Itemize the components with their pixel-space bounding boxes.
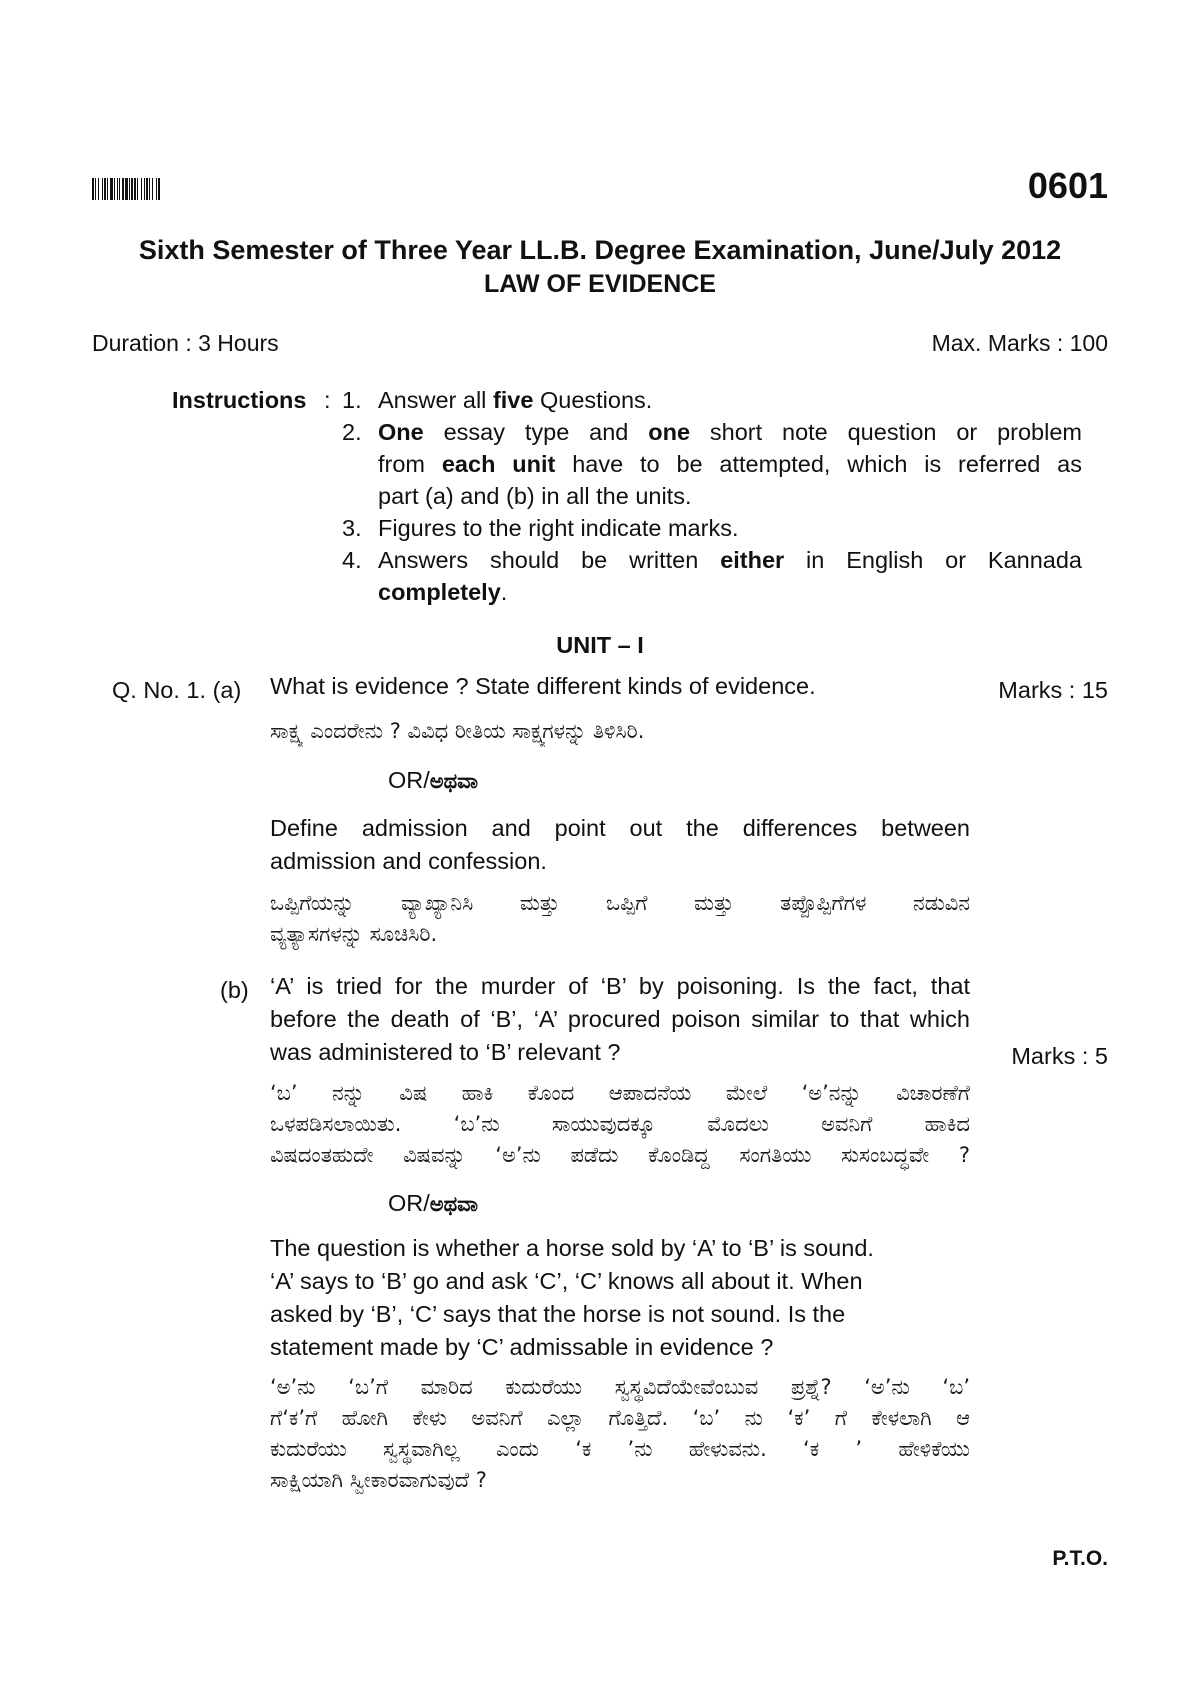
text-line: What is evidence ? State different kinds of evidence. bbox=[270, 673, 816, 699]
question-1-label: Q. No. 1. (a) bbox=[112, 677, 242, 703]
plain-text: from bbox=[378, 451, 442, 477]
text-line: before the death of ‘B’, ‘A’ procured poison similar to that which bbox=[270, 1006, 970, 1032]
text-line: Define admission and point out the differences between bbox=[270, 815, 970, 841]
or-kannada: ಅಥವಾ bbox=[429, 1192, 479, 1216]
text-line: ಒಳಪಡಿಸಲಾಯಿತು. ‘ಬ’ನು ಸಾಯುವುದಕ್ಕೂ ಮೊದಲು ಅವನಿಗೆ ಹಾಕಿದ bbox=[270, 1112, 970, 1136]
or-kannada: ಅಥವಾ bbox=[429, 769, 479, 793]
instruction-line bbox=[378, 384, 1082, 416]
text-line: ‘ಅ’ನು ‘ಬ’ಗೆ ಮಾರಿದ ಕುದುರೆಯು ಸ್ವಸ್ಥವಿದೆಯೇವೆಂಬುವ ಪ್ರಶ್ನೆ? ‘ಅ’ನು ‘ಬ’ bbox=[270, 1375, 970, 1399]
barcode-image bbox=[92, 178, 220, 200]
q1b-marks: Marks : 5 bbox=[1011, 1043, 1108, 1069]
max-marks-text: Max. Marks : 100 bbox=[931, 330, 1108, 356]
q1a-kannada bbox=[270, 716, 970, 747]
instruction-number: 4. bbox=[342, 547, 362, 573]
instruction-text bbox=[378, 416, 1082, 512]
text-line: ಸಾಕ್ಷ್ಯ ಎಂದರೇನು ? ವಿವಿಧ ರೀತಿಯ ಸಾಕ್ಷ್ಯಗಳನ್ನು ತಿಳಿಸಿರಿ. bbox=[270, 719, 645, 743]
q1a-english bbox=[270, 670, 970, 703]
text-line: admission and confession. bbox=[270, 848, 547, 874]
q1a-alt-kannada bbox=[270, 888, 970, 950]
plain-text: Questions. bbox=[533, 387, 653, 413]
text-line: ಸಾಕ್ಷಿಯಾಗಿ ಸ್ವೀಕಾರವಾಗುವುದೆ ? bbox=[270, 1468, 487, 1492]
exam-title: Sixth Semester of Three Year LL.B. Degree Examination, June/July 2012 bbox=[138, 235, 1062, 265]
duration-text: Duration : 3 Hours bbox=[92, 330, 279, 356]
question-1b-label: (b) bbox=[220, 977, 249, 1003]
bold-text: either bbox=[720, 547, 785, 573]
q1b-english bbox=[270, 970, 970, 1069]
instruction-line bbox=[378, 416, 1082, 448]
subject-title: LAW OF EVIDENCE bbox=[484, 270, 716, 298]
text-line: ‘ಬ’ ನನ್ನು ವಿಷ ಹಾಕಿ ಕೊಂದ ಆಪಾದನೆಯ ಮೇಲೆ ‘ಅ’ನನ್ನು ವಿಚಾರಣೆಗೆ bbox=[270, 1081, 970, 1105]
plain-text: part (a) and (b) in all the units. bbox=[378, 483, 692, 509]
text-line: The question is whether a horse sold by ‘A’ to ‘B’ is sound. bbox=[270, 1235, 874, 1261]
instruction-line bbox=[378, 576, 1082, 608]
text-line: ವಿಷದಂತಹುದೇ ವಿಷವನ್ನು ‘ಅ’ನು ಪಡೆದು ಕೊಂಡಿದ್ದ ಸಂಗತಿಯು ಸುಸಂಬದ್ಧವೇ ? bbox=[270, 1143, 970, 1167]
text-line: ಒಪ್ಪಿಗೆಯನ್ನು ವ್ಯಾಖ್ಯಾನಿಸಿ ಮತ್ತು ಒಪ್ಪಿಗೆ ಮತ್ತು ತಪ್ಪೊಪ್ಪಿಗೆಗಳ ನಡುವಿನ bbox=[270, 891, 970, 915]
q1a-or-divider bbox=[388, 769, 478, 793]
pto-label: P.T.O. bbox=[1052, 1547, 1108, 1570]
instruction-number: 2. bbox=[342, 419, 362, 445]
text-line: statement made by ‘C’ admissable in evidence ? bbox=[270, 1334, 774, 1360]
instruction-number: 3. bbox=[342, 515, 362, 541]
or-english: OR/ bbox=[388, 767, 430, 793]
text-line: ಗೆ‘ಕ’ಗೆ ಹೋಗಿ ಕೇಳು ಅವನಿಗೆ ಎಲ್ಲಾ ಗೊತ್ತಿದೆ. ‘ಬ’ ನು ‘ಕ’ ಗೆ ಕೇಳಲಾಗಿ ಆ bbox=[270, 1406, 970, 1430]
bold-text: completely bbox=[378, 579, 501, 605]
instruction-line bbox=[378, 480, 1082, 512]
plain-text: Answer all bbox=[378, 387, 493, 413]
q1b-alt-english bbox=[270, 1232, 970, 1364]
instruction-text bbox=[378, 384, 1082, 416]
instruction-number: 1. bbox=[342, 387, 362, 413]
q1a-alt-english bbox=[270, 812, 970, 878]
bold-text: each unit bbox=[441, 451, 556, 477]
q1b-kannada bbox=[270, 1078, 970, 1171]
plain-text: in English or Kannada bbox=[784, 547, 1082, 573]
paper-code: 0601 bbox=[1027, 165, 1108, 206]
plain-text: have to be attempted, which is referred as bbox=[555, 451, 1083, 477]
plain-text: essay type and bbox=[423, 419, 649, 445]
plain-text: short note question or problem bbox=[690, 419, 1082, 445]
text-line: ‘A’ says to ‘B’ go and ask ‘C’, ‘C’ knows all about it. When bbox=[270, 1268, 863, 1294]
text-line: ವ್ಯತ್ಯಾಸಗಳನ್ನು ಸೂಚಿಸಿರಿ. bbox=[270, 922, 438, 946]
instruction-line bbox=[378, 544, 1082, 576]
instructions-colon: : bbox=[324, 387, 331, 413]
instruction-text bbox=[378, 544, 1082, 608]
q1a-marks: Marks : 15 bbox=[998, 677, 1108, 703]
plain-text: Figures to the right indicate marks. bbox=[378, 515, 739, 541]
or-english: OR/ bbox=[388, 1190, 430, 1216]
q1b-or-divider bbox=[388, 1192, 478, 1216]
instructions-label: Instructions bbox=[172, 387, 307, 413]
text-line: was administered to ‘B’ relevant ? bbox=[270, 1039, 621, 1065]
instruction-line bbox=[378, 512, 1082, 544]
instruction-line bbox=[378, 448, 1082, 480]
text-line: ‘A’ is tried for the murder of ‘B’ by poisoning. Is the fact, that bbox=[270, 973, 970, 999]
unit-heading: UNIT – I bbox=[556, 632, 644, 658]
bold-text: five bbox=[492, 387, 534, 413]
bold-text: one bbox=[648, 419, 691, 445]
plain-text: . bbox=[500, 579, 508, 605]
bold-text: One bbox=[378, 419, 424, 445]
text-line: ಕುದುರೆಯು ಸ್ವಸ್ಥವಾಗಿಲ್ಲ ಎಂದು ‘ಕ ’ನು ಹೇಳುವನು. ‘ಕ ’ ಹೇಳಿಕೆಯು bbox=[270, 1437, 970, 1461]
text-line: asked by ‘B’, ‘C’ says that the horse is not sound. Is the bbox=[270, 1301, 846, 1327]
instruction-text bbox=[378, 512, 1082, 544]
plain-text: Answers should be written bbox=[378, 547, 721, 573]
q1b-alt-kannada bbox=[270, 1372, 970, 1496]
